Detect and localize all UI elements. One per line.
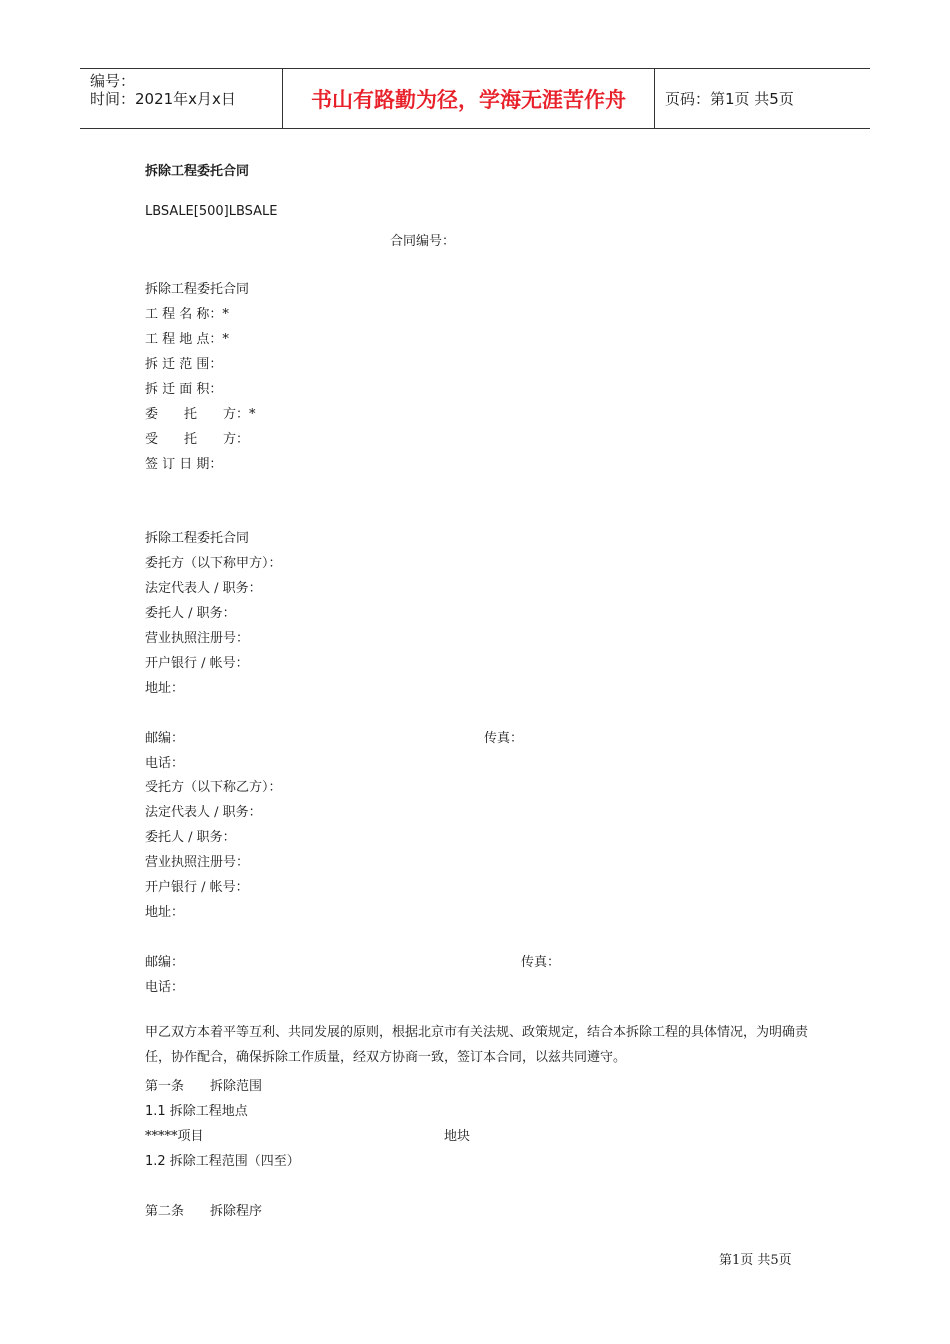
party-b-license: 营业执照注册号： <box>145 855 250 870</box>
party-b-postcode: 邮编： <box>145 955 185 970</box>
project-name-field: 工 程 名 称：* <box>145 307 229 322</box>
party-a-bank: 开户银行 / 帐号： <box>145 656 249 671</box>
client-field: 委 托 方：* <box>145 407 256 422</box>
header-page-number: 页码：第1页 共5页 <box>665 90 794 108</box>
party-a-license: 营业执照注册号： <box>145 631 250 646</box>
cover-title: 拆除工程委托合同 <box>145 282 250 297</box>
party-a-legal-rep: 法定代表人 / 职务： <box>145 581 262 596</box>
party-a-address: 地址： <box>145 681 185 696</box>
party-a-label: 委托方（以下称甲方）： <box>145 556 282 571</box>
document-code: LBSALE[500]LBSALE <box>145 204 278 219</box>
party-b-agent: 委托人 / 职务： <box>145 830 236 845</box>
section-title: 拆除工程委托合同 <box>145 531 250 546</box>
demolition-scope-field: 拆 迁 范 围： <box>145 357 223 372</box>
section-1-1-heading: 1.1 拆除工程地点 <box>145 1104 248 1119</box>
contract-number-label: 合同编号： <box>390 234 456 249</box>
header-motto: 书山有路勤为径，学海无涯苦作舟 <box>282 69 655 128</box>
article-1-heading: 第一条 拆除范围 <box>145 1079 263 1094</box>
preamble-paragraph: 甲乙双方本着平等互利、共同发展的原则，根据北京市有关法规、政策规定，结合本拆除工程的具体情况，为明确责任，协作配合，确保拆除工作质量，经双方协商一致，签订本合同，以兹共同遵守。 <box>145 1025 809 1065</box>
party-b-phone: 电话： <box>145 980 185 995</box>
party-b-fax: 传真： <box>521 955 561 970</box>
article-2-heading: 第二条 拆除程序 <box>145 1204 263 1219</box>
party-b-bank: 开户银行 / 帐号： <box>145 880 249 895</box>
footer-page-number: 第1页 共5页 <box>719 1253 792 1268</box>
party-a-postcode: 邮编： <box>145 731 185 746</box>
document-number-label: 编号： <box>90 72 136 90</box>
plot-text: 地块 <box>444 1129 471 1144</box>
document-title: 拆除工程委托合同 <box>145 164 250 179</box>
party-a-agent: 委托人 / 职务： <box>145 606 236 621</box>
sign-date-field: 签 订 日 期： <box>145 457 223 472</box>
party-b-label: 受托方（以下称乙方）： <box>145 780 282 795</box>
demolition-area-field: 拆 迁 面 积： <box>145 382 223 397</box>
party-a-fax: 传真： <box>484 731 524 746</box>
party-a-phone: 电话： <box>145 756 185 771</box>
project-item-text: *****项目 <box>145 1129 204 1144</box>
party-b-address: 地址： <box>145 905 185 920</box>
project-site-field: 工 程 地 点：* <box>145 332 229 347</box>
header-left-cell <box>80 69 282 128</box>
page-header <box>80 68 870 129</box>
contractor-field: 受 托 方： <box>145 432 250 447</box>
section-1-2-heading: 1.2 拆除工程范围（四至） <box>145 1154 300 1169</box>
document-time-label: 时间：2021年x月x日 <box>90 90 236 108</box>
party-b-legal-rep: 法定代表人 / 职务： <box>145 805 262 820</box>
